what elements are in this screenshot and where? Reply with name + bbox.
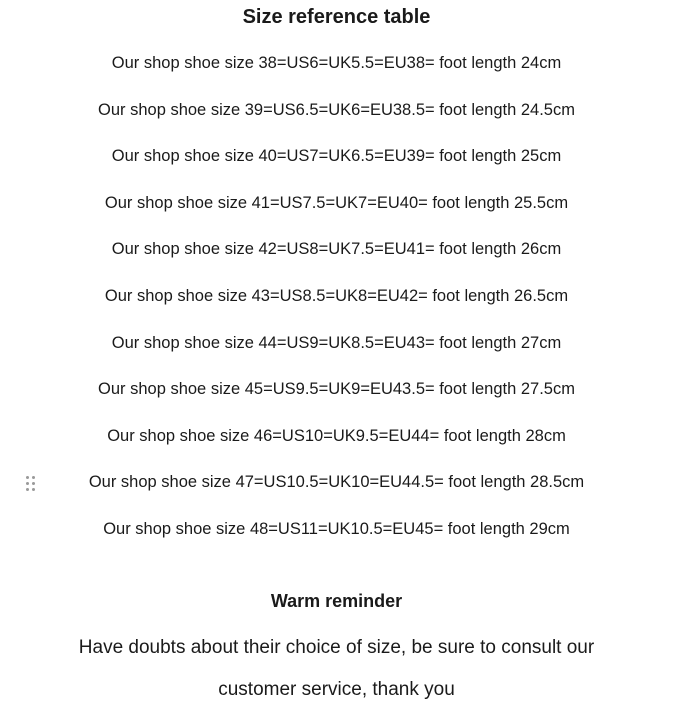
- size-row: Our shop shoe size 38=US6=UK5.5=EU38= foot length 24cm: [111, 54, 562, 72]
- size-row: Our shop shoe size 40=US7=UK6.5=EU39= foot length 25cm: [111, 147, 562, 166]
- size-row: Our shop shoe size 39=US6.5=UK6=EU38.5= foot length 24.5cm: [98, 100, 575, 119]
- size-row: Our shop shoe size 44=US9=UK8.5=EU43= foot length 27cm: [111, 333, 562, 352]
- drag-handle-icon[interactable]: [24, 474, 36, 492]
- drag-dot: [32, 488, 35, 491]
- reminder-body: Have doubts about their choice of size, be sure to consult our customer service, thank you: [78, 637, 595, 700]
- page-title: Size reference table: [242, 6, 431, 28]
- size-row: Our shop shoe size 41=US7.5=UK7=EU40= foot length 25.5cm: [104, 193, 569, 212]
- size-row: Our shop shoe size 45=US9.5=UK9=EU43.5= foot length 27.5cm: [98, 380, 575, 399]
- size-row: Our shop shoe size 47=US10.5=UK10=EU44.5= foot length 28.5cm: [88, 473, 585, 492]
- drag-dot: [26, 482, 29, 485]
- size-list: [0, 50, 673, 563]
- drag-dot: [32, 482, 35, 485]
- size-row: Our shop shoe size 46=US10=UK9.5=EU44= foot length 28cm: [107, 426, 566, 445]
- drag-dot: [26, 476, 29, 479]
- size-row: Our shop shoe size 42=US8=UK7.5=EU41= foot length 26cm: [111, 240, 562, 259]
- size-row: Our shop shoe size 43=US8.5=UK8=EU42= foot length 26.5cm: [104, 286, 569, 305]
- reminder-title: Warm reminder: [270, 591, 403, 611]
- drag-dot: [32, 476, 35, 479]
- drag-dot: [26, 488, 29, 491]
- size-row: Our shop shoe size 48=US11=UK10.5=EU45= foot length 29cm: [103, 519, 570, 538]
